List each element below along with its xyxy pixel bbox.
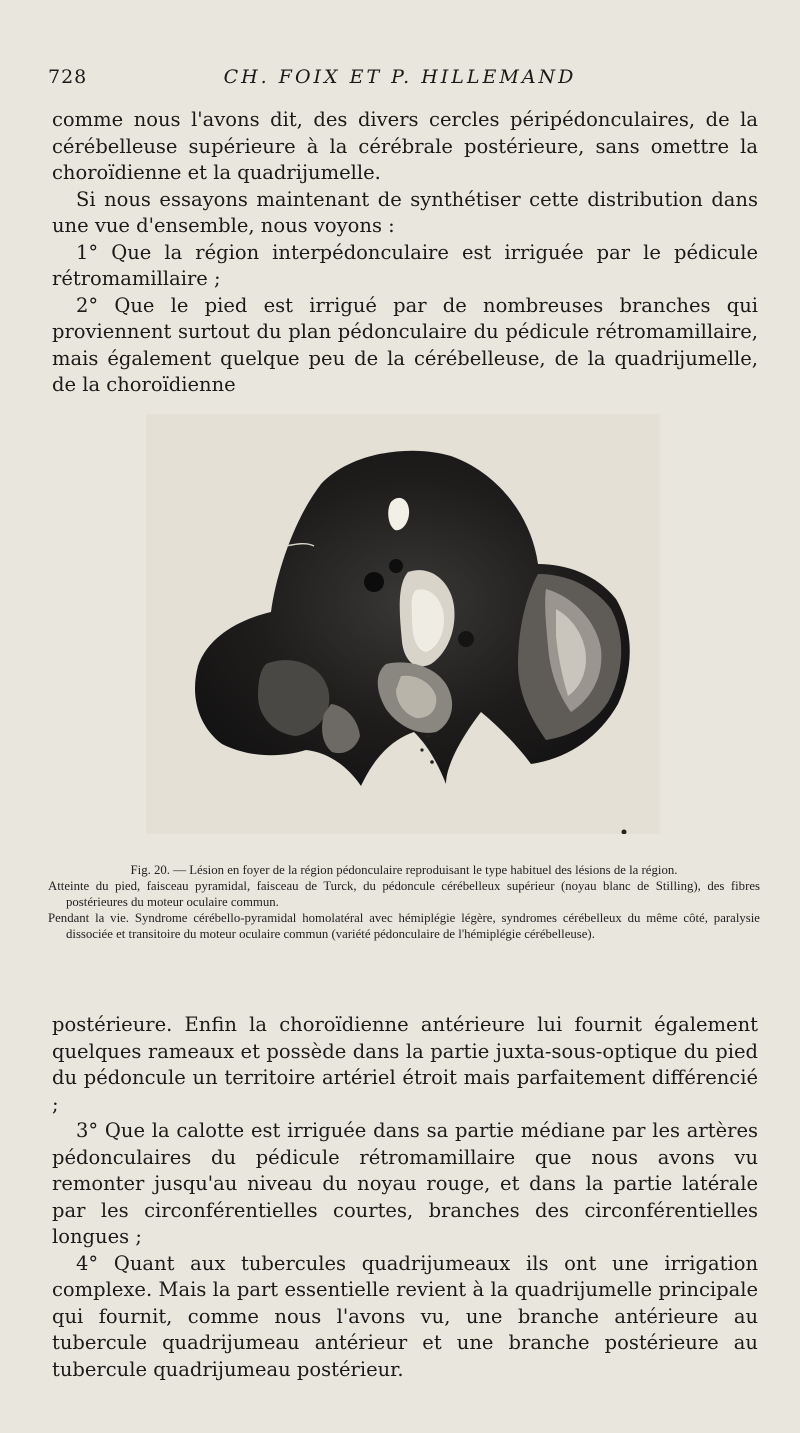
caption-paragraph: Pendant la vie. Syndrome cérébello-pyramidal homolatéral avec hémiplégie légère, syndromes cérébelleux du même côté, paralysie dissociée et transitoire du moteur oculaire commun (variété pédonculaire de l'hémiplégie cérébelleuse).: [48, 911, 760, 941]
paragraph: 4° Quant aux tubercules quadrijumeaux ils ont une irrigation complexe. Mais la part essentielle revient à la quadrijumelle principale qui fournit, comme nous l'avons vu, une branche antérieure au tubercule quadrijumeau antérieur et une branche postérieure au tubercule quadrijumeau postérieur.: [52, 1251, 758, 1381]
peduncle-section-image: [146, 414, 660, 834]
figure-caption: [48, 862, 760, 942]
caption-paragraph: Atteinte du pied, faisceau pyramidal, faisceau de Turck, du pédoncule cérébelleux supérieur (noyau blanc de Stilling), des fibres postérieures du moteur oculaire commun.: [48, 879, 760, 909]
paragraph: 2° Que le pied est irrigué par de nombreuses branches qui proviennent surtout du plan pédonculaire du pédicule rétromamillaire, mais également quelque peu de la cérébelleuse, de la quadrijumelle, de la choroïdienne: [52, 293, 758, 396]
caption-title: Fig. 20. — Lésion en foyer de la région pédonculaire reproduisant le type habituel des lésions de la région.: [130, 863, 678, 877]
paragraph: postérieure. Enfin la choroïdienne antérieure lui fournit également quelques rameaux et possède dans la partie juxta-sous-optique du pied du pédoncule un territoire artériel étroit mais parfaitement différencié ;: [52, 1013, 758, 1116]
paragraph: comme nous l'avons dit, des divers cercles péripédonculaires, de la cérébelleuse supérieure à la cérébrale postérieure, sans omettre la choroïdienne et la quadrijumelle.: [52, 108, 758, 184]
page-number: 728: [48, 66, 88, 88]
running-title: CH. FOIX ET P. HILLEMAND: [223, 66, 577, 88]
paragraph: 1° Que la région interpédonculaire est irriguée par le pédicule rétromamillaire ;: [52, 240, 758, 290]
running-head: [48, 66, 752, 96]
brain-section-photograph: [146, 414, 660, 834]
bottom-body-text: [52, 1012, 758, 1383]
paragraph: 3° Que la calotte est irriguée dans sa partie médiane par les artères pédonculaires du pédicule rétromamillaire que nous avons vu remonter jusqu'au niveau du noyau rouge, et dans la partie latérale par les circonférentielles courtes, branches des circonférentielles longues ;: [52, 1119, 758, 1248]
paragraph: Si nous essayons maintenant de synthétiser cette distribution dans une vue d'ensemble, nous voyons :: [52, 187, 758, 237]
top-body-text: [52, 107, 758, 399]
